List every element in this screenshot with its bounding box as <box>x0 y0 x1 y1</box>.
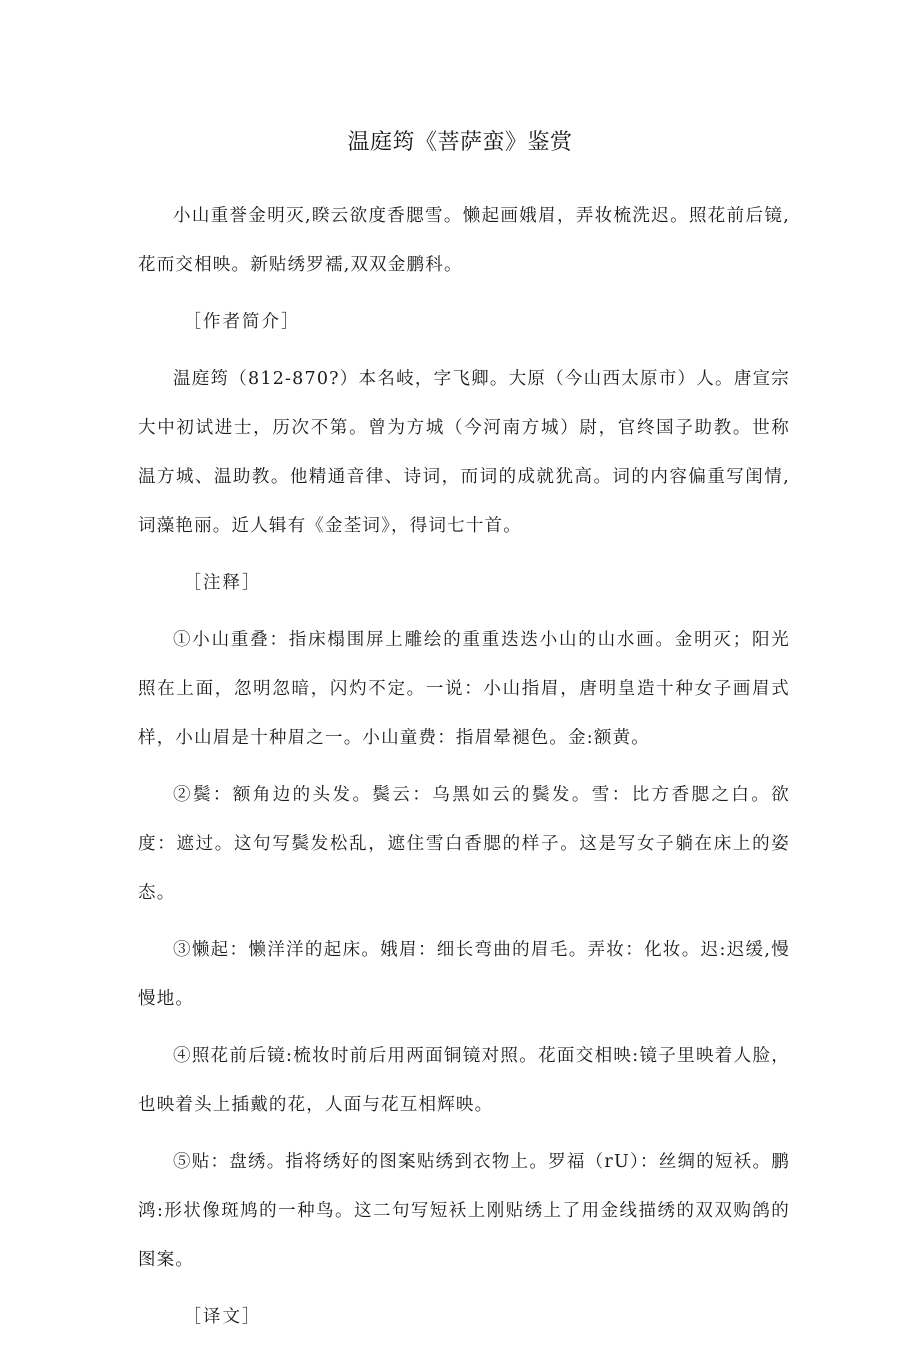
author-text: 温庭筠（812-870?）本名岐，字飞卿。大原（今山西太原市）人。唐宣宗大中初试进士，历次不第。曾为方城（今河南方城）尉，官终国子助教。世称温方城、温助教。他精通音律、诗词，而词的成就犹高。词的内容偏重写闺情,词藻艳丽。近人辑有《金荃词》，得词七十首。 <box>138 369 790 536</box>
author-heading: ［作者简介］ <box>183 312 301 332</box>
document-body <box>138 192 790 1350</box>
note-2: ②鬓：额角边的头发。鬓云：乌黑如云的鬓发。雪：比方香腮之白。欲度：遮过。这句写鬓发松乱，遮住雪白香腮的样子。这是写女子躺在床上的姿态。 <box>138 785 790 903</box>
poem-text: 小山重誉金明灭,睽云欲度香腮雪。懒起画娥眉，弄妆梳洗迟。照花前后镜,花而交相映。新贴绣罗襦,双双金鹏科。 <box>138 206 790 275</box>
note-3: ③懒起：懒洋洋的起床。娥眉：细长弯曲的眉毛。弄妆：化妆。迟:迟缓,慢慢地。 <box>138 940 790 1009</box>
note-4: ④照花前后镜:梳妆时前后用两面铜镜对照。花面交相映:镜子里映着人脸，也映着头上插戴的花，人面与花互相辉映。 <box>138 1046 790 1115</box>
note-5: ⑤贴：盘绣。指将绣好的图案贴绣到衣物上。罗福（rU）：丝绸的短袄。鹏鸿:形状像斑鸠的一种鸟。这二句写短袄上刚贴绣上了用金线描绣的双双购鸽的图案。 <box>138 1152 790 1270</box>
note-1: ①小山重叠：指床榻围屏上雕绘的重重迭迭小山的山水画。金明灭；阳光照在上面，忽明忽暗，闪灼不定。一说：小山指眉，唐明皇造十种女子画眉式样，小山眉是十种眉之一。小山童费：指眉晕褪色。金:额黄。 <box>138 630 790 748</box>
translation-heading: ［译文］ <box>183 1307 262 1327</box>
page-title: 温庭筠《菩萨蛮》鉴赏 <box>347 130 573 155</box>
notes-heading: ［注释］ <box>183 573 262 593</box>
